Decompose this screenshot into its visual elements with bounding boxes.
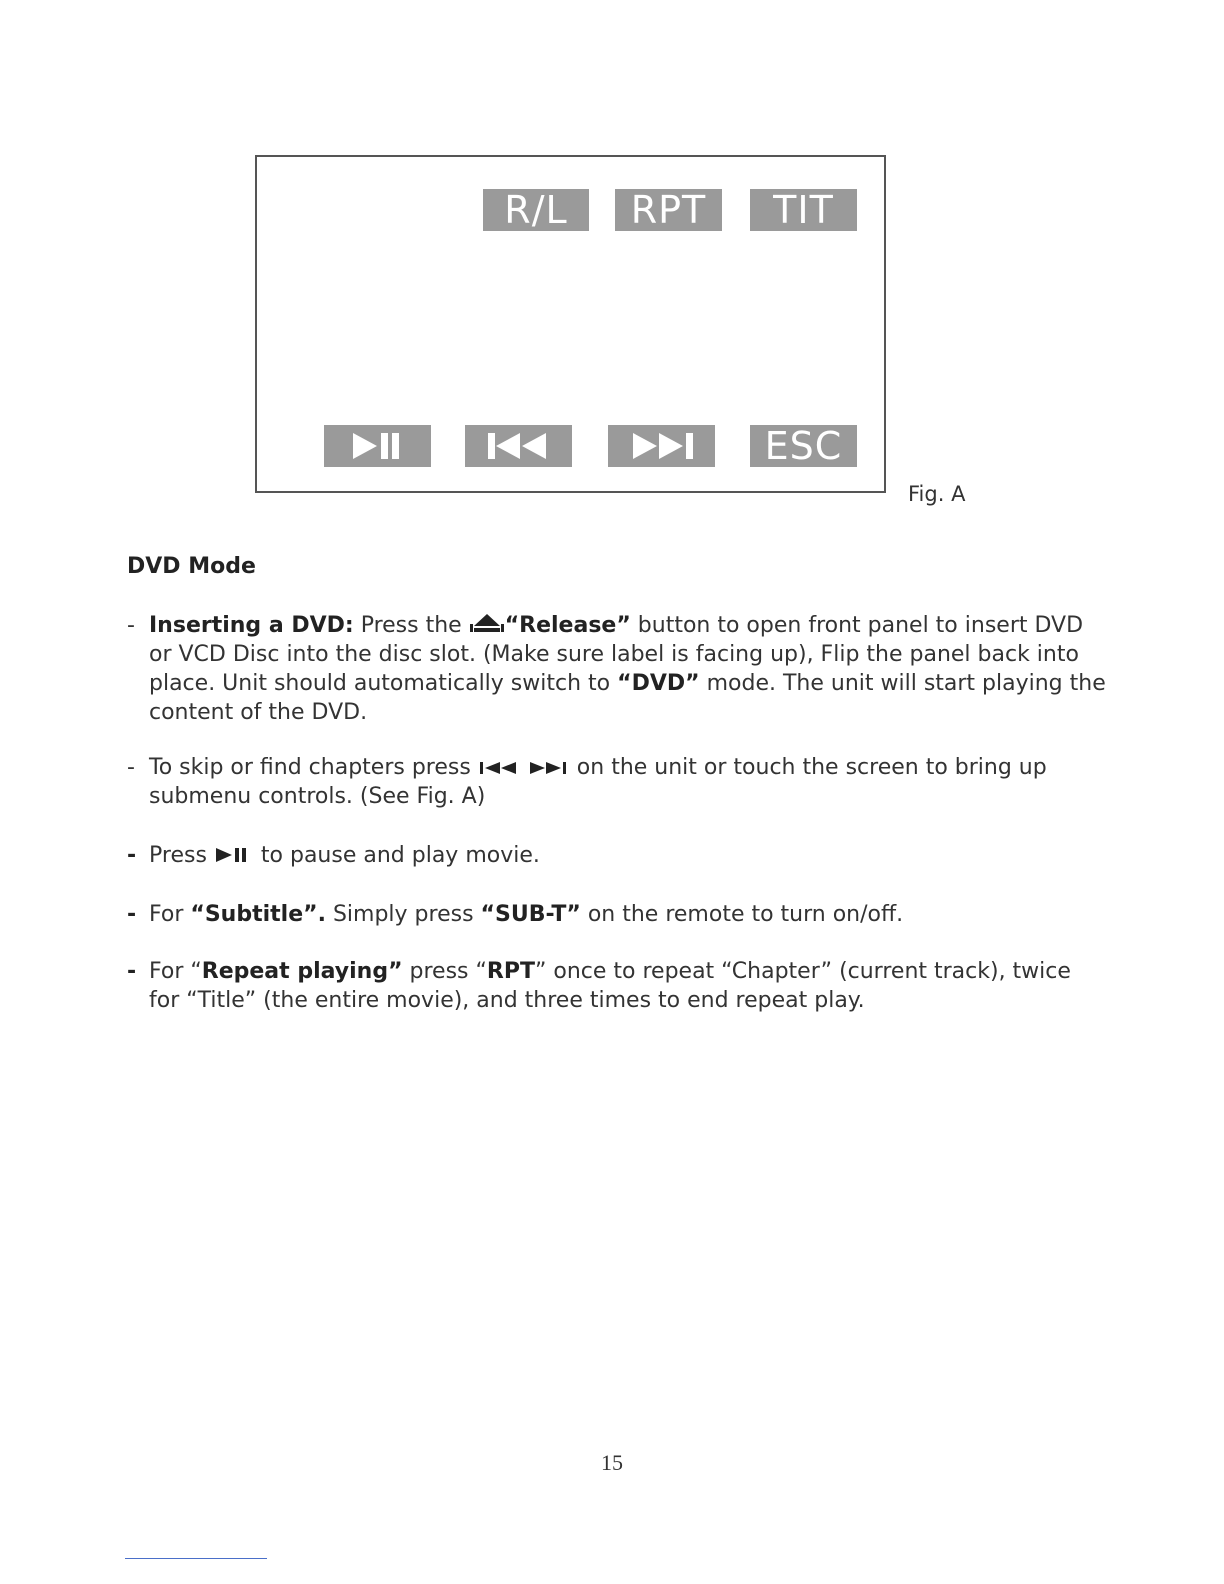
rl-button-label: R/L <box>504 188 568 232</box>
list-dash: - <box>127 959 137 984</box>
rpt-button[interactable] <box>615 189 722 231</box>
item-text: Simply press <box>325 902 481 927</box>
item-text: on the unit or touch the screen to bring up submenu controls. (See Fig. A) <box>149 755 1047 809</box>
rpt-button-label: RPT <box>630 188 707 232</box>
skip-next-icon <box>522 760 570 776</box>
subtitle-label: “Subtitle”. <box>190 902 326 927</box>
esc-button[interactable] <box>750 425 857 467</box>
rl-button[interactable] <box>483 189 589 231</box>
item-text: Press the <box>353 613 469 638</box>
skip-next-icon <box>629 431 695 461</box>
item-text: on the remote to turn on/off. <box>580 902 904 927</box>
skip-previous-icon <box>486 431 552 461</box>
figure-caption: Fig. A <box>908 482 966 506</box>
item-text: For <box>149 902 191 927</box>
list-dash: - <box>127 843 137 868</box>
item-text: mode. The unit will start playing the content of the DVD. <box>149 671 1106 725</box>
list-item-skip-chapters <box>127 753 1107 811</box>
item-text: to pause and play movie. <box>253 843 540 868</box>
list-dash: - <box>127 613 135 638</box>
item-text: For “ <box>149 959 202 984</box>
list-item-inserting-dvd <box>127 611 1107 727</box>
tit-button-label: TIT <box>773 188 834 232</box>
item-text: press “ <box>402 959 487 984</box>
skip-next-button[interactable] <box>608 425 715 467</box>
tit-button[interactable] <box>750 189 857 231</box>
eject-icon <box>469 612 505 634</box>
item-text: button to open front panel to insert DVD or VCD Disc into the disc slot. (Make sure label is facing up), Flip the panel back into place. Unit should automatically switch to <box>149 613 1084 696</box>
skip-previous-button[interactable] <box>465 425 572 467</box>
item-text: Press <box>149 843 214 868</box>
figure-a-screen <box>255 155 886 493</box>
list-item-pause-play <box>127 841 1107 870</box>
skip-previous-icon <box>478 760 522 776</box>
item-label: Inserting a DVD: <box>149 613 354 638</box>
esc-button-label: ESC <box>764 424 843 468</box>
play-pause-icon <box>351 431 405 461</box>
list-item-repeat <box>127 957 1107 1015</box>
release-label: “Release” <box>504 613 631 638</box>
item-text: To skip or find chapters press <box>149 755 478 780</box>
footnote-rule <box>125 1558 267 1559</box>
rpt-label: RPT <box>486 959 535 984</box>
play-pause-button[interactable] <box>324 425 431 467</box>
subt-label: “SUB-T” <box>480 902 581 927</box>
page-number: 15 <box>601 1450 623 1475</box>
list-dash: - <box>127 755 135 780</box>
item-text: ” once to repeat “Chapter” (current track), twice for “Title” (the entire movie), and three times to end repeat play. <box>149 959 1071 1013</box>
repeat-label: Repeat playing” <box>201 959 403 984</box>
play-pause-icon <box>214 846 254 864</box>
list-dash: - <box>127 902 137 927</box>
section-heading: DVD Mode <box>127 554 256 579</box>
list-item-subtitle <box>127 900 1107 929</box>
dvd-label: “DVD” <box>617 671 700 696</box>
